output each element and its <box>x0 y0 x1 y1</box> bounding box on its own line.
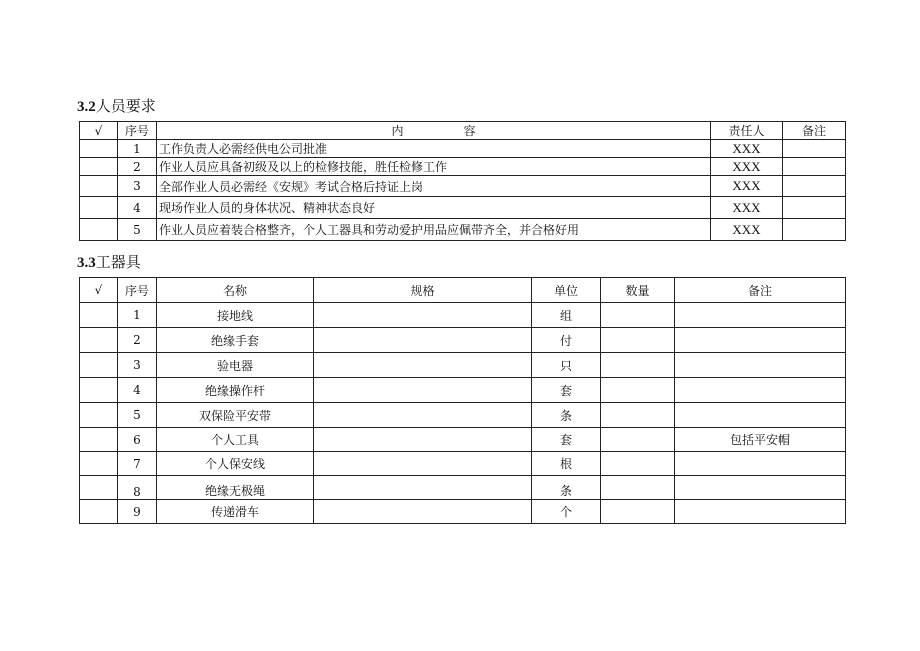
header-check: √ <box>80 122 118 140</box>
row-spec <box>314 476 532 500</box>
row-check <box>80 353 118 378</box>
row-responsible: XXX <box>711 140 783 158</box>
row-spec <box>314 500 532 524</box>
row-seq: 1 <box>118 303 157 328</box>
row-spec <box>314 403 532 428</box>
row-responsible: XXX <box>711 176 783 197</box>
row-remark <box>675 452 846 476</box>
row-spec <box>314 303 532 328</box>
header-content-part2: 容 <box>463 124 476 138</box>
row-unit: 只 <box>532 353 601 378</box>
row-content: 作业人员应着装合格整齐，个人工器具和劳动爱护用品应佩带齐全，并合格好用 <box>157 219 711 241</box>
row-seq: 3 <box>118 176 157 197</box>
section-number: 3.3 <box>77 255 96 271</box>
header-remark: 备注 <box>783 122 846 140</box>
row-check <box>80 197 118 219</box>
header-qty: 数量 <box>601 278 675 303</box>
row-remark: 包括平安帽 <box>675 428 846 452</box>
header-spec: 规格 <box>314 278 532 303</box>
header-seq: 序号 <box>118 278 157 303</box>
table-row <box>80 176 846 197</box>
row-responsible: XXX <box>711 197 783 219</box>
row-check <box>80 303 118 328</box>
row-unit: 个 <box>532 500 601 524</box>
header-seq: 序号 <box>118 122 157 140</box>
row-check <box>80 158 118 176</box>
row-seq: 2 <box>118 158 157 176</box>
row-seq: 4 <box>118 378 157 403</box>
row-remark <box>675 353 846 378</box>
row-name: 双保险平安带 <box>157 403 314 428</box>
row-qty <box>601 403 675 428</box>
row-seq: 3 <box>118 353 157 378</box>
row-remark <box>675 378 846 403</box>
table-row <box>80 353 846 378</box>
row-name: 绝缘操作杆 <box>157 378 314 403</box>
header-responsible: 责任人 <box>711 122 783 140</box>
row-check <box>80 500 118 524</box>
row-seq: 4 <box>118 197 157 219</box>
row-spec <box>314 328 532 353</box>
table-row <box>80 219 846 241</box>
row-name: 绝缘手套 <box>157 328 314 353</box>
row-content: 全部作业人员必需经《安规》考试合格后持证上岗 <box>157 176 711 197</box>
row-seq: 8 <box>118 476 157 500</box>
row-remark <box>675 500 846 524</box>
table-header-row <box>80 278 846 303</box>
row-qty <box>601 303 675 328</box>
row-seq: 6 <box>118 428 157 452</box>
row-check <box>80 452 118 476</box>
section-title: 工器具 <box>95 253 141 271</box>
row-seq: 1 <box>118 140 157 158</box>
row-remark <box>783 176 846 197</box>
row-spec <box>314 353 532 378</box>
section-heading-tools <box>77 251 141 272</box>
row-spec <box>314 428 532 452</box>
table-row <box>80 140 846 158</box>
row-seq: 9 <box>118 500 157 524</box>
row-check <box>80 378 118 403</box>
table-header-row <box>80 122 846 140</box>
row-remark <box>783 197 846 219</box>
row-name: 传递滑车 <box>157 500 314 524</box>
row-unit: 条 <box>532 476 601 500</box>
row-check <box>80 403 118 428</box>
table-row <box>80 328 846 353</box>
row-check <box>80 219 118 241</box>
row-check <box>80 328 118 353</box>
table-row <box>80 500 846 524</box>
row-remark <box>675 476 846 500</box>
row-content: 工作负责人必需经供电公司批准 <box>157 140 711 158</box>
header-check: √ <box>80 278 118 303</box>
row-qty <box>601 328 675 353</box>
row-seq: 5 <box>118 219 157 241</box>
row-content: 作业人员应具备初级及以上的检修技能，胜任检修工作 <box>157 158 711 176</box>
row-seq: 5 <box>118 403 157 428</box>
row-seq: 7 <box>118 452 157 476</box>
row-unit: 根 <box>532 452 601 476</box>
table-row <box>80 428 846 452</box>
row-spec <box>314 378 532 403</box>
row-qty <box>601 452 675 476</box>
row-content: 现场作业人员的身体状况、精神状态良好 <box>157 197 711 219</box>
row-qty <box>601 428 675 452</box>
table-row <box>80 197 846 219</box>
row-unit: 套 <box>532 378 601 403</box>
header-content-part1: 内 <box>391 124 404 138</box>
table-row <box>80 403 846 428</box>
row-responsible: XXX <box>711 219 783 241</box>
section-title: 人员要求 <box>95 97 156 115</box>
row-qty <box>601 378 675 403</box>
personnel-requirements-table <box>79 121 846 241</box>
row-remark <box>783 219 846 241</box>
row-name: 个人保安线 <box>157 452 314 476</box>
header-name: 名称 <box>157 278 314 303</box>
table-row <box>80 452 846 476</box>
row-name: 个人工具 <box>157 428 314 452</box>
row-remark <box>783 158 846 176</box>
section-heading-personnel <box>77 95 156 116</box>
row-remark <box>675 328 846 353</box>
row-qty <box>601 500 675 524</box>
row-remark <box>675 303 846 328</box>
table-row <box>80 476 846 500</box>
row-qty <box>601 476 675 500</box>
row-qty <box>601 353 675 378</box>
row-check <box>80 140 118 158</box>
row-unit: 套 <box>532 428 601 452</box>
row-unit: 条 <box>532 403 601 428</box>
header-remark: 备注 <box>675 278 846 303</box>
row-check <box>80 428 118 452</box>
row-name: 接地线 <box>157 303 314 328</box>
table-row <box>80 378 846 403</box>
table-row <box>80 303 846 328</box>
row-check <box>80 176 118 197</box>
row-unit: 组 <box>532 303 601 328</box>
row-name: 绝缘无极绳 <box>157 476 314 500</box>
tools-table <box>79 277 846 524</box>
row-check <box>80 476 118 500</box>
header-unit: 单位 <box>532 278 601 303</box>
header-content <box>157 122 711 140</box>
row-remark <box>675 403 846 428</box>
row-seq: 2 <box>118 328 157 353</box>
row-remark <box>783 140 846 158</box>
row-responsible: XXX <box>711 158 783 176</box>
row-spec <box>314 452 532 476</box>
section-number: 3.2 <box>77 99 96 115</box>
row-unit: 付 <box>532 328 601 353</box>
table-row <box>80 158 846 176</box>
row-name: 验电器 <box>157 353 314 378</box>
